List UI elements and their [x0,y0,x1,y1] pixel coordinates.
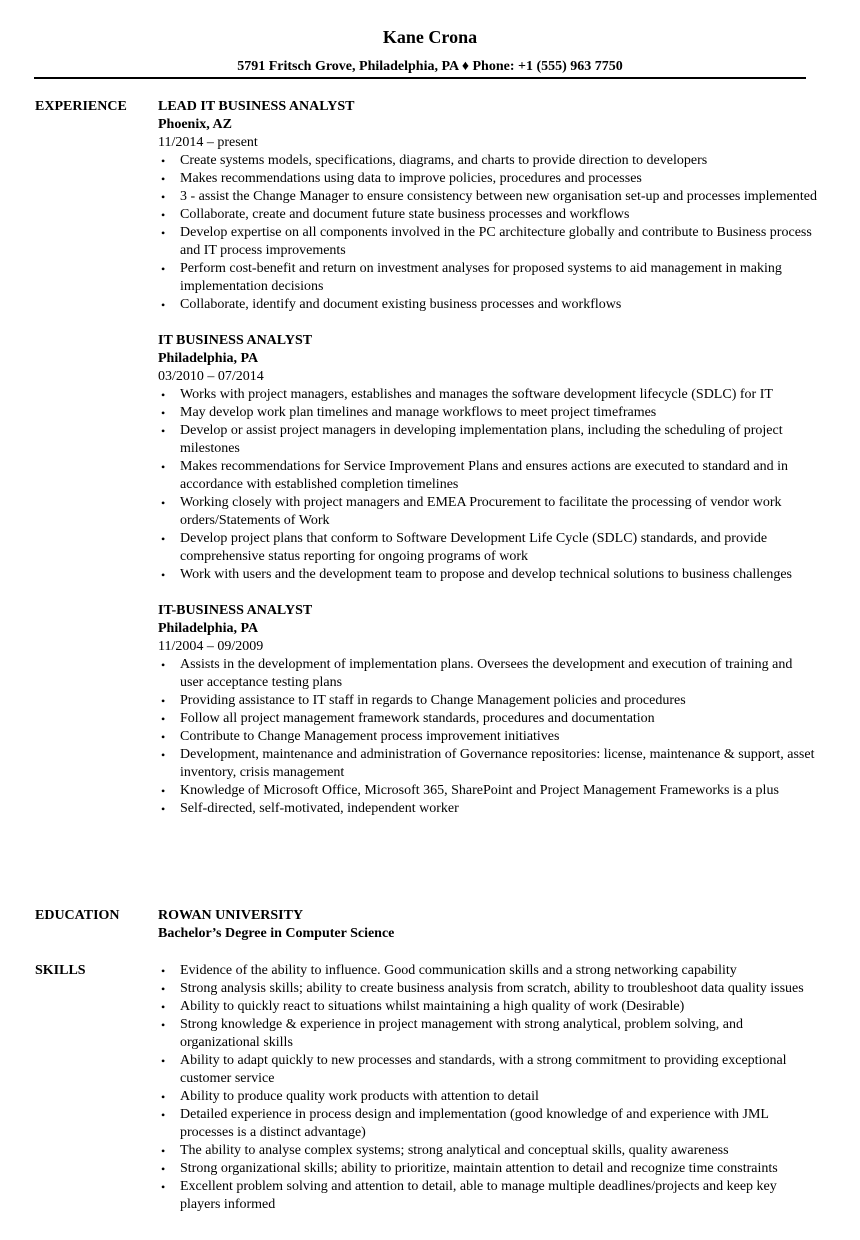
job-entry [158,332,818,584]
bullet-text: Create systems models, specifications, diagrams, and charts to provide direction to developers [180,153,708,168]
list-item [158,1052,818,1088]
list-item [158,746,818,782]
bullet-icon: • [161,1180,166,1194]
bullet-icon: • [161,1108,166,1122]
bullet-text: Makes recommendations for Service Improvement Plans and ensures actions are executed to standard and in accordance with established completion timelines [180,459,789,492]
bullet-text: Develop project plans that conform to Software Development Life Cycle (SDLC) standards, and provide comprehensive status reporting for ongoing programs of work [180,531,768,564]
job-bullets [158,152,818,314]
list-item [158,458,818,494]
list-item [158,962,818,980]
list-item [158,566,818,584]
bullet-icon: • [161,1054,166,1068]
bullet-icon: • [161,568,166,582]
bullet-icon: • [161,982,166,996]
bullet-icon: • [161,532,166,546]
list-item [158,656,818,692]
bullet-text: Detailed experience in process design and implementation (good knowledge of and experience with JML processes is a distinct advantage) [180,1107,769,1140]
bullet-text: Ability to adapt quickly to new processes and standards, with a strong commitment to providing exceptional customer service [180,1053,787,1086]
bullet-text: Working closely with project managers and EMEA Procurement to facilitate the processing of vendor work orders/Statements of Work [180,495,782,528]
bullet-icon: • [161,154,166,168]
list-item [158,422,818,458]
list-item [158,1160,818,1178]
bullet-icon: • [161,298,166,312]
bullet-text: Follow all project management framework standards, procedures and documentation [180,711,655,726]
list-item [158,1178,818,1214]
bullet-text: Evidence of the ability to influence. Good communication skills and a strong networking capability [180,963,737,978]
bullet-text: Knowledge of Microsoft Office, Microsoft 365, SharePoint and Project Management Frameworks is a plus [180,783,779,798]
bullet-icon: • [161,964,166,978]
experience-body [158,98,818,836]
list-item [158,980,818,998]
list-item [158,170,818,188]
bullet-text: Strong organizational skills; ability to prioritize, maintain attention to detail and recognize time constraints [180,1161,778,1176]
bullet-icon: • [161,748,166,762]
list-item [158,296,818,314]
list-item [158,710,818,728]
bullet-icon: • [161,712,166,726]
header-divider [34,77,806,79]
job-entry [158,602,818,818]
list-item [158,1088,818,1106]
bullet-text: Collaborate, create and document future state business processes and workflows [180,207,630,222]
list-item [158,404,818,422]
job-dates: 11/2004 – 09/2009 [158,639,264,654]
list-item [158,260,818,296]
bullet-icon: • [161,1144,166,1158]
bullet-icon: • [161,406,166,420]
skills-body [158,962,818,1214]
bullet-icon: • [161,262,166,276]
education-heading: EDUCATION [35,908,120,923]
bullet-text: Self-directed, self-motivated, independent worker [180,801,459,816]
bullet-text: Develop or assist project managers in developing implementation plans, including the scheduling of project milestones [180,423,783,456]
experience-heading: EXPERIENCE [35,99,127,114]
bullet-text: Works with project managers, establishes and manages the software development lifecycle (SDLC) for IT [180,387,773,402]
bullet-text: Contribute to Change Management process improvement initiatives [180,729,560,744]
list-item [158,188,818,206]
list-item [158,800,818,818]
job-location: Phoenix, AZ [158,117,232,132]
job-location: Philadelphia, PA [158,351,259,366]
bullet-icon: • [161,730,166,744]
bullet-icon: • [161,226,166,240]
bullet-text: Collaborate, identify and document existing business processes and workflows [180,297,622,312]
job-title: IT BUSINESS ANALYST [158,333,313,348]
list-item [158,998,818,1016]
job-bullets [158,386,818,584]
job-bullets [158,656,818,818]
skills-bullets [158,962,818,1214]
bullet-text: Develop expertise on all components involved in the PC architecture globally and contribute to Business process and IT process improvements [180,225,812,258]
bullet-icon: • [161,208,166,222]
list-item [158,224,818,260]
bullet-text: May develop work plan timelines and manage workflows to meet project timeframes [180,405,657,420]
bullet-icon: • [161,388,166,402]
bullet-text: Providing assistance to IT staff in regards to Change Management policies and procedures [180,693,686,708]
list-item [158,386,818,404]
bullet-icon: • [161,1090,166,1104]
job-dates: 03/2010 – 07/2014 [158,369,264,384]
bullet-text: Ability to quickly react to situations whilst maintaining a high quality of work (Desirable) [180,999,685,1014]
resume-header [0,0,860,76]
list-item [158,1142,818,1160]
bullet-text: Excellent problem solving and attention to detail, able to manage multiple deadlines/projects and keep key players informed [180,1179,777,1212]
bullet-icon: • [161,1018,166,1032]
skills-heading: SKILLS [35,963,86,978]
bullet-icon: • [161,1000,166,1014]
job-dates: 11/2014 – present [158,135,258,150]
list-item [158,1016,818,1052]
bullet-text: Makes recommendations using data to improve policies, procedures and processes [180,171,642,186]
bullet-icon: • [161,424,166,438]
job-location: Philadelphia, PA [158,621,259,636]
list-item [158,1106,818,1142]
bullet-icon: • [161,1162,166,1176]
list-item [158,782,818,800]
contact-line: 5791 Fritsch Grove, Philadelphia, PA ♦ Phone: +1 (555) 963 7750 [237,59,623,74]
bullet-text: Development, maintenance and administration of Governance repositories: license, maintenance & support, asset inventory, crisis management [180,747,815,780]
bullet-text: The ability to analyse complex systems; strong analytical and conceptual skills, quality awareness [180,1143,729,1158]
list-item [158,152,818,170]
bullet-icon: • [161,172,166,186]
bullet-text: Work with users and the development team to propose and develop technical solutions to business challenges [180,567,793,582]
bullet-text: Strong knowledge & experience in project management with strong analytical, problem solving, and organizational skills [180,1017,743,1050]
bullet-icon: • [161,190,166,204]
candidate-name: Kane Crona [382,27,478,47]
job-title: LEAD IT BUSINESS ANALYST [158,99,355,114]
bullet-icon: • [161,784,166,798]
bullet-icon: • [161,658,166,672]
list-item [158,530,818,566]
bullet-icon: • [161,460,166,474]
bullet-text: Ability to produce quality work products with attention to detail [180,1089,539,1104]
list-item [158,692,818,710]
degree: Bachelor’s Degree in Computer Science [158,926,395,941]
bullet-icon: • [161,802,166,816]
bullet-text: Strong analysis skills; ability to create business analysis from scratch, ability to troubleshoot data quality issues [180,981,804,996]
list-item [158,728,818,746]
list-item [158,206,818,224]
list-item [158,494,818,530]
education-body [158,907,818,943]
bullet-icon: • [161,694,166,708]
bullet-text: Perform cost-benefit and return on investment analyses for proposed systems to aid management in making implementation decisions [180,261,782,294]
job-title: IT-BUSINESS ANALYST [158,603,313,618]
bullet-icon: • [161,496,166,510]
school-name: ROWAN UNIVERSITY [158,908,304,923]
bullet-text: 3 - assist the Change Manager to ensure consistency between new organisation set-up and processes implemented [180,189,817,204]
bullet-text: Assists in the development of implementation plans. Oversees the development and execution of training and user acceptance testing plans [180,657,793,690]
job-entry [158,98,818,314]
